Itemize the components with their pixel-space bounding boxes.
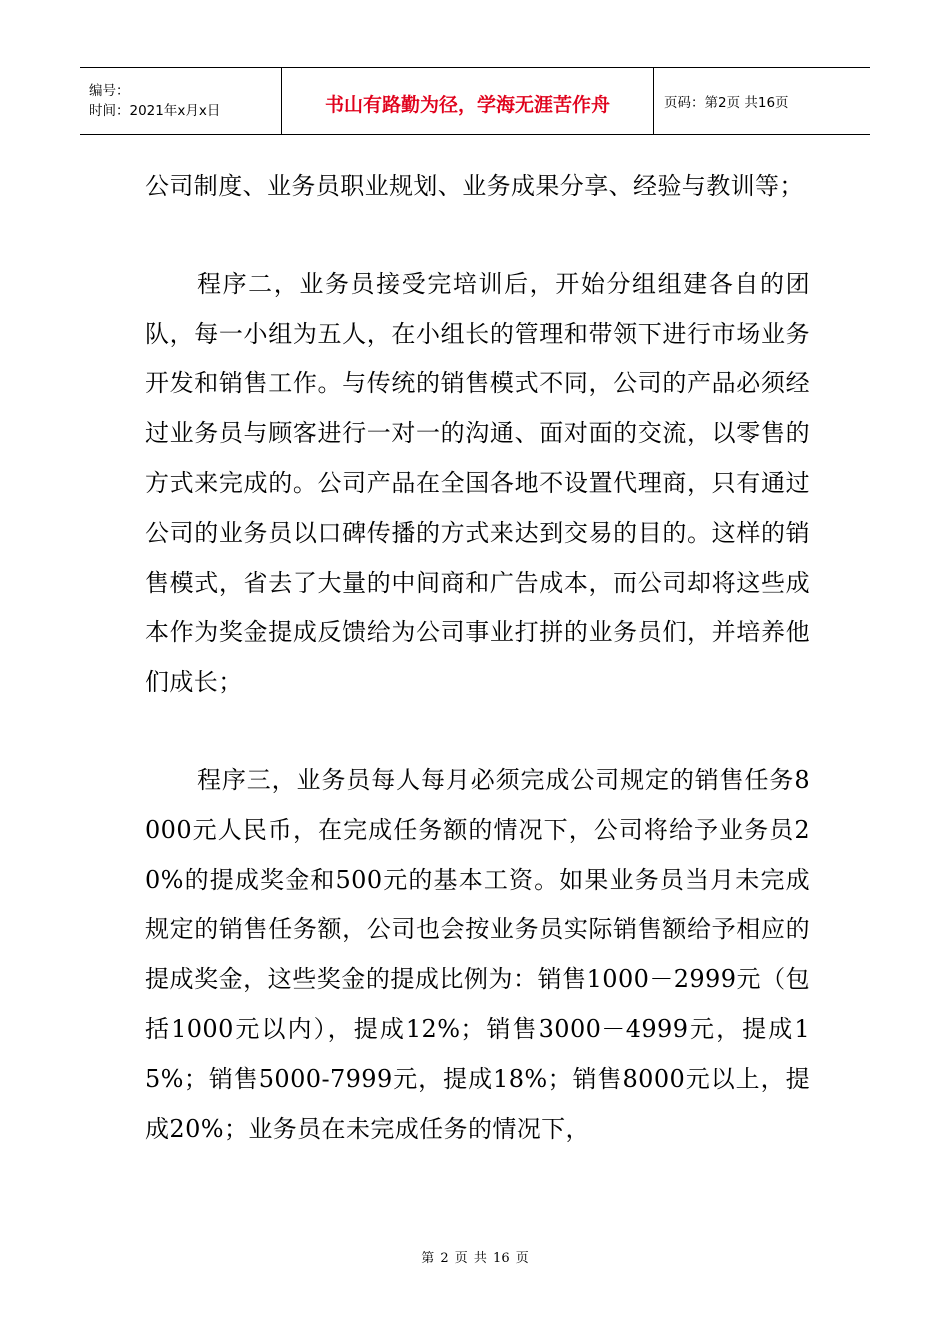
paragraph-spacer	[145, 212, 810, 260]
document-body	[145, 162, 810, 1154]
header-meta	[80, 68, 281, 134]
header-page-number: 页码：第2页 共16页	[664, 95, 789, 111]
page-header	[80, 67, 870, 135]
paragraph-procedure-three: 程序三，业务员每人每月必须完成公司规定的销售任务8000元人民币，在完成任务额的情况下，公司将给予业务员20%的提成奖金和500元的基本工资。如果业务员当月未完成规定的销售任务额，公司也会按业务员实际销售额给予相应的提成奖金，这些奖金的提成比例为：销售1000－2999元（包括1000元以内），提成12%；销售3000－4999元，提成15%；销售5000-7999元，提成18%；销售8000元以上，提成20%；业务员在未完成任务的情况下，	[145, 765, 810, 1143]
paragraph-spacer	[145, 708, 810, 756]
page-footer: 第 2 页 共 16 页	[421, 1251, 529, 1266]
paragraph-procedure-two: 程序二，业务员接受完培训后，开始分组组建各自的团队，每一小组为五人，在小组长的管理和带领下进行市场业务开发和销售工作。与传统的销售模式不同，公司的产品必须经过业务员与顾客进行一对一的沟通、面对面的交流，以零售的方式来完成的。公司产品在全国各地不设置代理商，只有通过公司的业务员以口碑传播的方式来达到交易的目的。这样的销售模式，省去了大量的中间商和广告成本，而公司却将这些成本作为奖金提成反馈给为公司事业打拼的业务员们，并培养他们成长；	[145, 269, 810, 697]
paragraph-continued: 公司制度、业务员职业规划、业务成果分享、经验与教训等；	[145, 172, 804, 200]
header-motto: 书山有路勤为径，学海无涯苦作舟	[281, 68, 654, 134]
serial-number-label: 编号：	[89, 83, 130, 99]
date-label: 时间：2021年x月x日	[89, 103, 221, 119]
